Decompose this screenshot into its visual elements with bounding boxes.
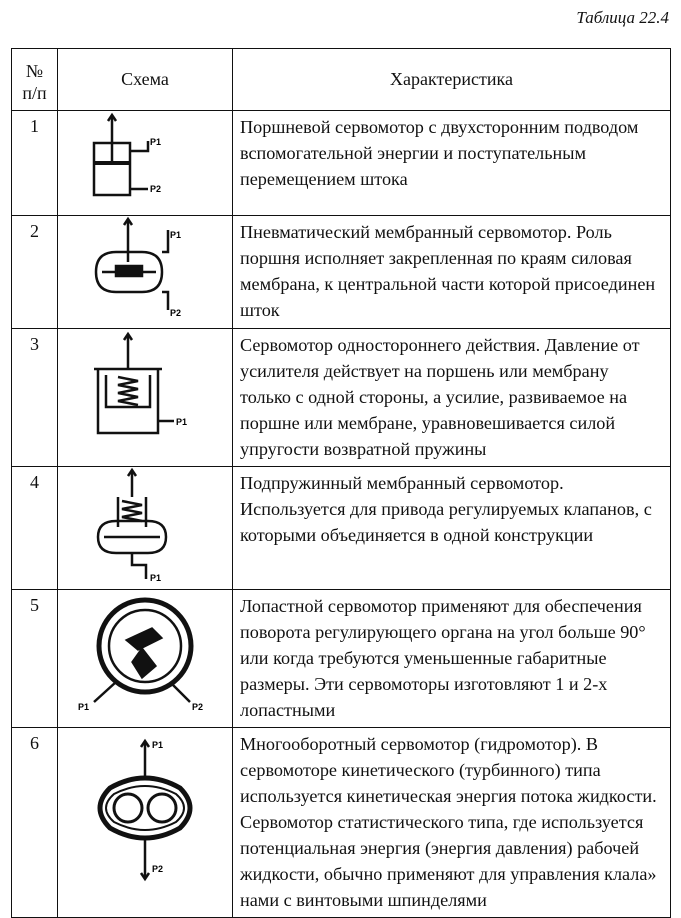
table-row xyxy=(12,590,671,728)
scheme-cell xyxy=(58,216,233,329)
single-acting-servomotor-icon xyxy=(70,329,220,449)
table-caption: Таблица 22.4 xyxy=(576,8,669,27)
label-p1: P1 xyxy=(176,417,188,427)
label-p1: P1 xyxy=(150,137,162,147)
scheme-cell xyxy=(58,467,233,590)
description-cell: Многооборотный сервомотор (гидромотор). В сервомоторе кинетического (турбинного) типа используется кинетическая энергия потока жидкости. Сервомотор статистического типа, где используется потенциальная энергия (энергия давления) рабочей жидкости, обычно применяют для управления клала» нами с винтовыми шпинделями xyxy=(233,728,671,918)
label-p2: P2 xyxy=(170,308,182,318)
label-p2: P2 xyxy=(150,184,162,194)
label-p1: P1 xyxy=(78,702,90,712)
table-header-row xyxy=(12,49,671,111)
table-row xyxy=(12,728,671,918)
header-num-line1: № xyxy=(25,61,44,81)
row-number: 2 xyxy=(12,216,58,329)
membrane-servomotor-icon xyxy=(70,216,220,324)
label-p2: P2 xyxy=(152,864,164,874)
description-cell: Подпружинный мембранный сервомотор. Используется для привода регулируемых клапанов, с которыми объединяется в одной конструкции xyxy=(233,467,671,590)
label-p1: P1 xyxy=(170,230,182,240)
label-p2: P2 xyxy=(192,702,204,712)
label-p1: P1 xyxy=(150,573,162,583)
header-scheme: Схема xyxy=(58,49,233,111)
vane-servomotor-icon xyxy=(70,590,220,716)
table-row xyxy=(12,467,671,590)
row-number: 1 xyxy=(12,111,58,216)
scheme-cell xyxy=(58,111,233,216)
row-number: 4 xyxy=(12,467,58,590)
label-p1: P1 xyxy=(152,740,164,750)
header-num-line2: п/п xyxy=(22,83,47,103)
multi-turn-servomotor-icon xyxy=(70,728,220,898)
description-cell: Сервомотор одностороннего действия. Давление от усилителя действует на поршень или мембрану только с одной стороны, а усилие, развиваемое на поршне или мембране, уравновешивается силой упругости возвратной пружины xyxy=(233,329,671,467)
scheme-cell xyxy=(58,329,233,467)
table-row xyxy=(12,111,671,216)
description-cell: Пневматический мембранный сервомотор. Роль поршня исполняет закрепленная по краям силовая мембрана, к центральной части которой присоединен шток xyxy=(233,216,671,329)
row-number: 5 xyxy=(12,590,58,728)
spring-membrane-servomotor-icon xyxy=(70,467,220,585)
description-cell: Лопастной сервомотор применяют для обеспечения поворота регулирующего органа на угол больше 90° или когда требуются уменьшенные габаритные размеры. Эти сервомоторы изготовляют 1 и 2-х лопастными xyxy=(233,590,671,728)
row-number: 6 xyxy=(12,728,58,918)
header-description: Характеристика xyxy=(233,49,671,111)
scheme-cell xyxy=(58,590,233,728)
scheme-cell xyxy=(58,728,233,918)
header-num xyxy=(12,49,58,111)
table-row xyxy=(12,216,671,329)
row-number: 3 xyxy=(12,329,58,467)
description-cell: Поршневой сервомотор с двухсторонним подводом вспомогательной энергии и поступательным перемещением штока xyxy=(233,111,671,216)
piston-servomotor-icon xyxy=(70,111,220,211)
servomotor-table xyxy=(11,48,671,918)
table-row xyxy=(12,329,671,467)
